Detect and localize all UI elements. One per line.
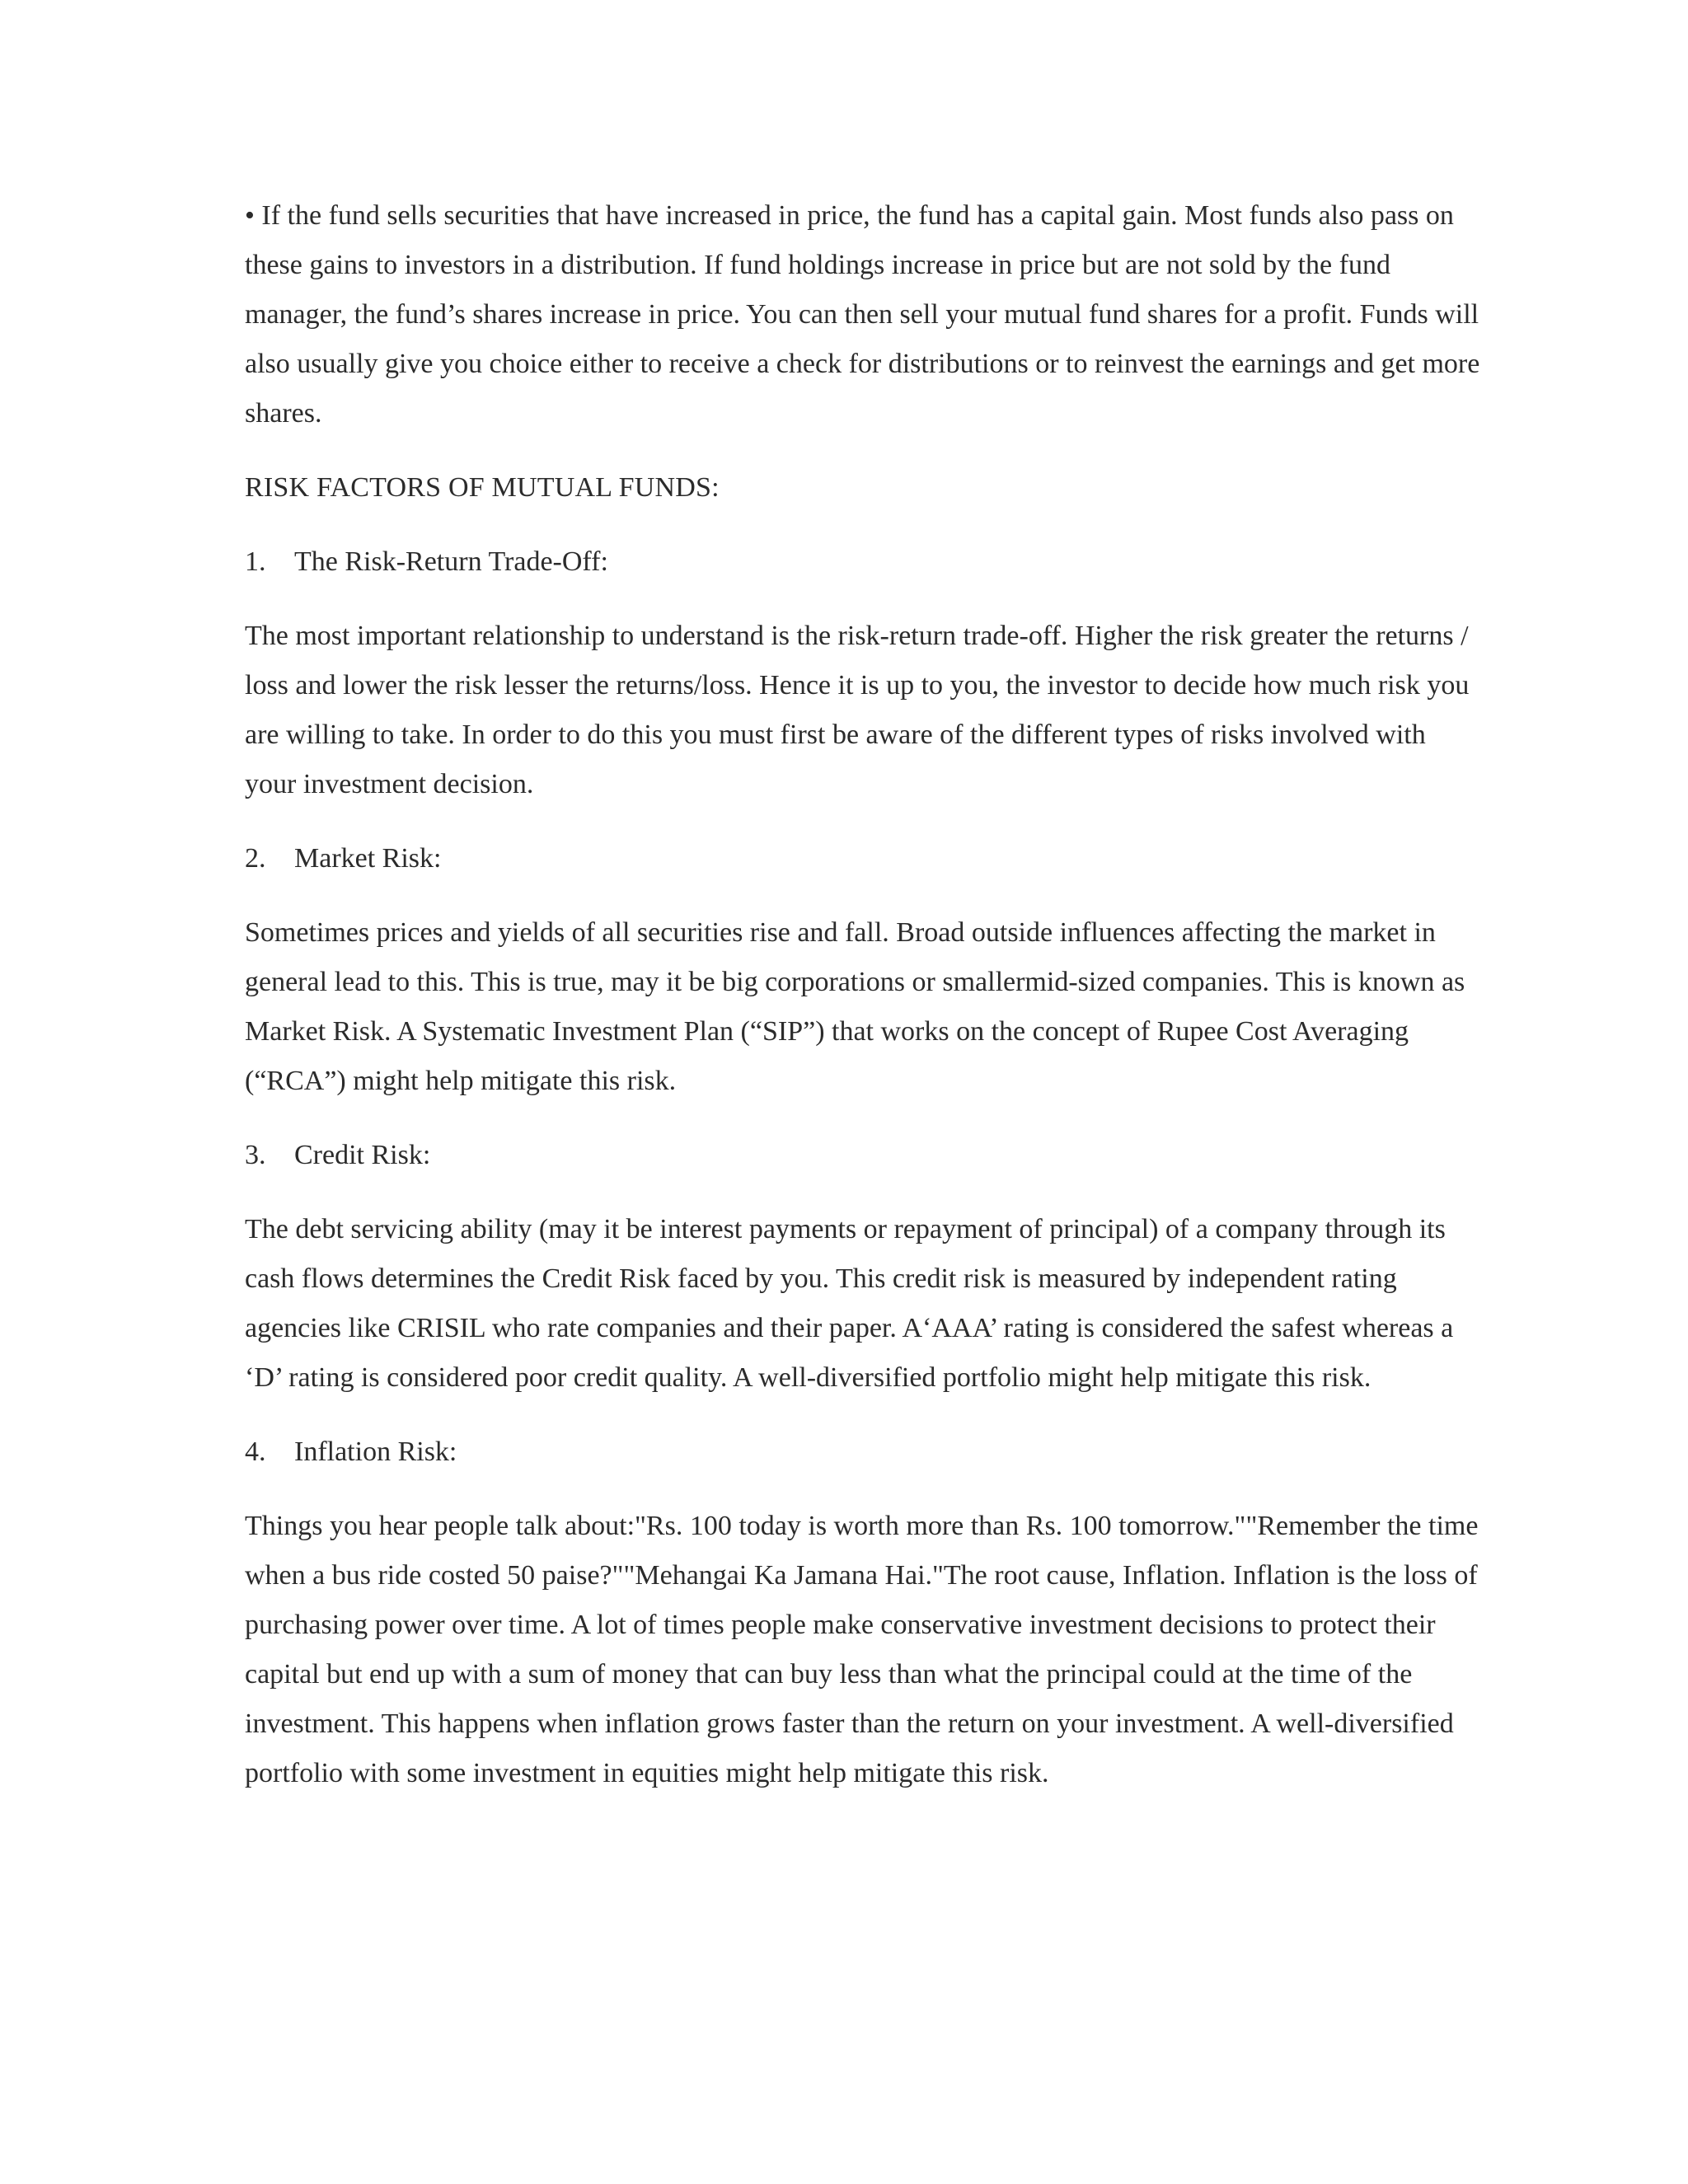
list-item-body: The most important relationship to understand is the risk-return trade-off. Higher the risk greater the returns / loss and lower the risk lesser the returns/loss. Hence it is up to you, the investor to decide how much risk you are willing to take. In order to do this you must first be aware of the different types of risks involved with your investment decision. — [245, 621, 1470, 799]
list-item-body: Sometimes prices and yields of all securities rise and fall. Broad outside influences affecting the market in general lead to this. This is true, may it be big corporations or smallermid-sized companies. This is known as Market Risk. A Systematic Investment Plan (“SIP”) that works on the concept of Rupee Cost Averaging (“RCA”) might help mitigate this risk. — [245, 917, 1465, 1096]
list-item-title: Credit Risk: — [294, 1140, 431, 1170]
list-item-number: 3. — [245, 1140, 266, 1170]
document-body — [245, 191, 1481, 1823]
list-item-heading — [245, 1427, 1481, 1477]
section-heading: RISK FACTORS OF MUTUAL FUNDS: — [245, 472, 720, 503]
list-item-body: Things you hear people talk about:"Rs. 100 today is worth more than Rs. 100 tomorrow.""Remember the time when a bus ride costed 50 paise?""Mehangai Ka Jamana Hai."The root cause, Inflation. Inflation is the loss of purchasing power over time. A lot of times people make conservative investment decisions to protect their capital but end up with a sum of money that can buy less than what the principal could at the time of the investment. This happens when inflation grows faster than the return on your investment. A well-diversified portfolio with some investment in equities might help mitigate this risk. — [245, 1511, 1479, 1788]
list-item-heading — [245, 1131, 1481, 1180]
intro-paragraph: • If the fund sells securities that have increased in price, the fund has a capital gain. Most funds also pass on these gains to investors in a distribution. If fund holdings increase in price but are not sold by the fund manager, the fund’s shares increase in price. You can then sell your mutual fund shares for a profit. Funds will also usually give you choice either to receive a check for distributions or to reinvest the earnings and get more shares. — [245, 200, 1480, 429]
list-item-number: 4. — [245, 1436, 266, 1467]
list-item-body: The debt servicing ability (may it be interest payments or repayment of principal) of a company through its cash flows determines the Credit Risk faced by you. This credit risk is measured by independent rating agencies like CRISIL who rate companies and their paper. A‘AAA’ rating is considered the safest whereas a ‘D’ rating is considered poor credit quality. A well-diversified portfolio might help mitigate this risk. — [245, 1214, 1454, 1393]
list-item-title: Market Risk: — [294, 843, 442, 874]
list-item-title: Inflation Risk: — [294, 1436, 457, 1467]
list-item-number: 1. — [245, 546, 266, 577]
list-item-heading — [245, 834, 1481, 883]
list-item-number: 2. — [245, 843, 266, 874]
list-item-heading — [245, 537, 1481, 587]
list-item-title: The Risk-Return Trade-Off: — [294, 546, 608, 577]
